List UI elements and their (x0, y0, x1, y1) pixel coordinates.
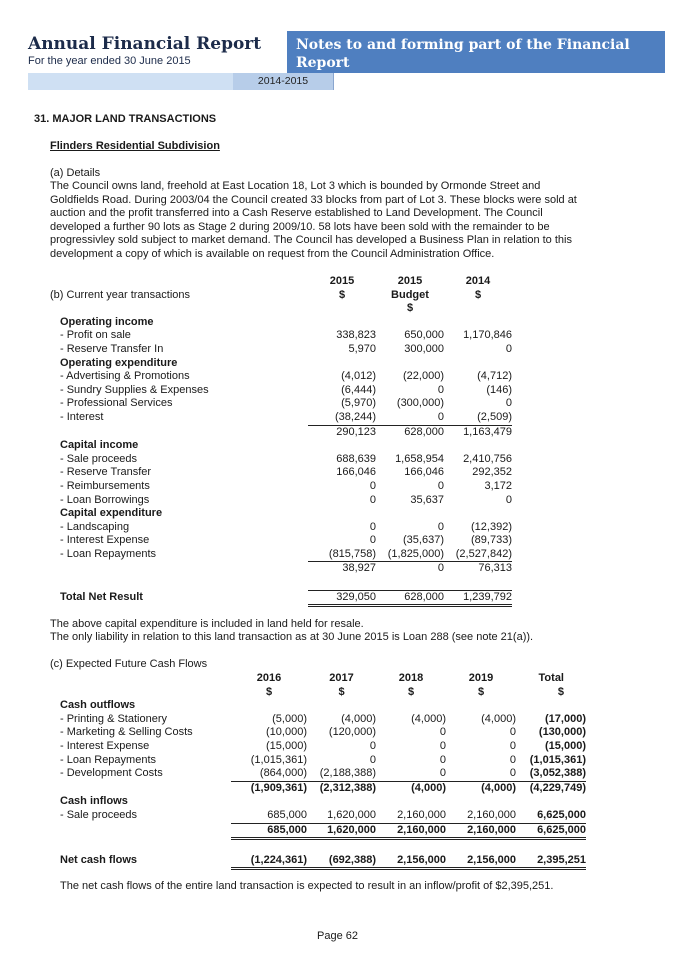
row-label: - Loan Borrowings (60, 493, 150, 506)
value-cell: 0 (505, 397, 512, 410)
column-header: 2018 (398, 672, 424, 684)
value-cell: (2,312,388) (319, 781, 376, 794)
table-row (60, 809, 586, 823)
value-cell (376, 576, 444, 590)
value-cell: (4,000) (481, 781, 516, 794)
row-label (50, 576, 308, 590)
table-row (60, 854, 586, 869)
value-cell: 166,046 (336, 466, 376, 479)
value-cell (231, 795, 307, 809)
column-header: $ (265, 685, 273, 698)
header-label-cell: (b) Current year transactions (50, 288, 190, 301)
value-cell: 300,000 (404, 342, 444, 355)
row-label: - Loan Repayments (60, 548, 156, 561)
row-label: Net cash flows (60, 854, 138, 867)
value-cell (307, 839, 376, 854)
value-cell: 0 (439, 753, 446, 766)
value-cell: 0 (446, 767, 516, 781)
row-label: - Development Costs (60, 767, 163, 780)
value-cell: 0 (369, 534, 376, 547)
table-row (50, 316, 512, 330)
future-cashflows-header (60, 672, 586, 699)
value-cell: 2,395,251 (516, 854, 586, 869)
value-cell: 0 (437, 383, 444, 396)
row-label: Operating expenditure (60, 356, 178, 369)
value-cell (446, 699, 516, 713)
value-cell: 688,639 (336, 452, 376, 465)
value-cell: 329,050 (308, 590, 376, 606)
value-cell: 0 (439, 726, 446, 739)
value-cell: 0 (369, 479, 376, 492)
value-cell: 3,172 (484, 479, 512, 492)
table-row (60, 795, 586, 809)
value-cell: (22,000) (403, 370, 444, 383)
row-label: - Professional Services (60, 397, 173, 410)
table-row (50, 494, 512, 508)
value-cell: (1,909,361) (250, 781, 307, 794)
page-number: Page 62 (317, 930, 358, 942)
value-cell: 628,000 (404, 425, 444, 438)
value-cell: (120,000) (328, 726, 376, 739)
value-cell (444, 357, 512, 371)
value-cell (444, 439, 512, 453)
row-label: - Interest (60, 411, 104, 424)
value-cell: (4,712) (477, 370, 512, 383)
header-label-cell (60, 672, 231, 686)
row-label: Capital income (60, 439, 139, 452)
table-row (60, 740, 586, 754)
future-cashflows-table (60, 672, 586, 870)
value-cell: 292,352 (472, 466, 512, 479)
table-row (50, 384, 512, 398)
value-cell: (5,000) (272, 712, 307, 725)
value-cell: 1,239,792 (444, 590, 512, 606)
report-subtitle: For the year ended 30 June 2015 (28, 55, 191, 67)
value-cell (446, 839, 516, 854)
value-cell: (15,000) (266, 739, 307, 752)
table-row (50, 548, 512, 562)
value-cell: 2,156,000 (446, 854, 516, 869)
value-cell: 1,620,000 (307, 809, 376, 823)
value-cell: 685,000 (231, 809, 307, 823)
capital-note: The above capital expenditure is included in land held for resale. (50, 618, 364, 630)
row-label: - Interest Expense (60, 739, 150, 752)
conclusion-text: The net cash flows of the entire land transaction is expected to result in an inflow/profit of $2,395,251. (60, 880, 554, 892)
column-header: $ (338, 685, 345, 698)
column-header: 2017 (329, 672, 354, 684)
value-cell (308, 357, 376, 371)
value-cell: (1,015,361) (250, 753, 307, 766)
column-header: Total (538, 672, 564, 684)
value-cell (308, 439, 376, 453)
header-row (60, 672, 586, 686)
value-cell (376, 839, 446, 854)
value-cell: 0 (509, 739, 516, 752)
value-cell: 338,823 (336, 329, 376, 342)
current-year-table (50, 275, 512, 607)
table-row (50, 439, 512, 453)
value-cell: 685,000 (231, 823, 307, 839)
row-label: - Landscaping (60, 520, 130, 533)
table-row (50, 466, 512, 480)
value-cell: (300,000) (396, 397, 444, 410)
value-cell: 2,156,000 (376, 854, 446, 869)
value-cell: (5,970) (341, 397, 376, 410)
future-cashflows-body (60, 699, 586, 869)
value-cell: 6,625,000 (516, 823, 586, 839)
value-cell: 1,170,846 (463, 329, 512, 342)
value-cell: (1,015,361) (529, 753, 586, 766)
row-label (50, 425, 308, 439)
value-cell: 1,658,954 (395, 452, 444, 465)
value-cell: 0 (437, 479, 444, 492)
row-label: - Profit on sale (60, 329, 131, 342)
table-row (50, 453, 512, 467)
value-cell (444, 576, 512, 590)
column-header: $ (477, 685, 485, 698)
value-cell: 0 (437, 562, 444, 575)
value-cell: 76,313 (478, 562, 512, 575)
value-cell: 2,410,756 (463, 452, 512, 465)
value-cell: (12,392) (471, 520, 512, 533)
value-cell (231, 699, 307, 713)
row-label: - Printing & Stationery (60, 712, 167, 725)
section-banner (287, 31, 665, 73)
row-label: - Reserve Transfer In (60, 342, 164, 355)
section-title: Notes to and forming part of the Financial Report (296, 37, 630, 71)
value-cell: 650,000 (404, 329, 444, 342)
table-row (50, 562, 512, 576)
column-header: 2015 (329, 275, 355, 287)
column-header: 2015 (397, 275, 423, 287)
value-cell: 0 (509, 753, 516, 766)
value-cell: (2,527,842) (444, 548, 512, 562)
value-cell (231, 839, 307, 854)
note-subheading: Flinders Residential Subdivision (50, 140, 220, 152)
row-label (60, 781, 231, 795)
row-label: - Marketing & Selling Costs (60, 726, 193, 739)
value-cell: 0 (376, 411, 444, 425)
column-header: $ (557, 685, 564, 698)
value-cell: 0 (505, 493, 512, 506)
value-cell: (35,637) (403, 534, 444, 547)
value-cell: (130,000) (538, 726, 586, 739)
table-row (50, 343, 512, 357)
value-cell (444, 316, 512, 330)
table-row (50, 425, 512, 439)
value-cell: (89,733) (471, 534, 512, 547)
note-heading: 31. MAJOR LAND TRANSACTIONS (34, 113, 217, 125)
header-row (60, 686, 586, 700)
table-row (50, 590, 512, 606)
value-cell (376, 316, 444, 330)
value-cell: (6,444) (341, 383, 376, 396)
value-cell: (4,000) (411, 781, 446, 794)
value-cell (376, 699, 446, 713)
table-row (60, 781, 586, 795)
value-cell: (4,000) (481, 712, 516, 725)
row-label: - Reimbursements (60, 479, 150, 492)
row-label: Capital expenditure (60, 507, 163, 520)
row-label: - Sundry Supplies & Expenses (60, 383, 209, 396)
table-row (50, 521, 512, 535)
value-cell: (2,509) (444, 411, 512, 425)
value-cell: 0 (369, 493, 376, 506)
column-header: Budget (391, 288, 429, 301)
value-cell: 0 (439, 739, 446, 752)
value-cell (446, 795, 516, 809)
value-cell: (4,012) (341, 370, 376, 383)
column-header: $ (407, 685, 415, 698)
table-row (60, 726, 586, 740)
value-cell (376, 357, 444, 371)
column-header: 2014 (465, 275, 491, 287)
value-cell (376, 439, 444, 453)
value-cell: (864,000) (231, 767, 307, 781)
value-cell: 290,123 (336, 425, 376, 438)
column-header: $ (474, 288, 482, 301)
table-row (50, 370, 512, 384)
header-row (50, 275, 512, 289)
row-label: - Sale proceeds (60, 452, 138, 465)
table-row (60, 754, 586, 768)
row-label: - Reserve Transfer (60, 466, 152, 479)
row-label: - Interest Expense (60, 534, 150, 547)
table-row (60, 823, 586, 839)
value-cell: 0 (369, 739, 376, 752)
current-year-header (50, 275, 512, 316)
value-cell: (38,244) (308, 411, 376, 425)
header-label-cell (50, 275, 308, 289)
value-cell: 2,160,000 (446, 823, 516, 839)
table-row (60, 713, 586, 727)
future-cashflows-label: (c) Expected Future Cash Flows (50, 658, 208, 670)
value-cell: 38,927 (342, 562, 376, 575)
table-row (60, 767, 586, 781)
value-cell: 0 (369, 520, 376, 533)
value-cell: (2,188,388) (307, 767, 376, 781)
table-row (50, 329, 512, 343)
column-header: 2016 (256, 672, 282, 684)
row-label: Total Net Result (60, 591, 143, 604)
table-row (50, 576, 512, 590)
value-cell (516, 839, 586, 854)
header-label-cell (60, 686, 231, 700)
value-cell: (815,758) (308, 548, 376, 562)
column-header: $ (406, 302, 414, 315)
column-header (444, 302, 512, 316)
table-row (50, 507, 512, 521)
value-cell: 35,637 (410, 493, 444, 506)
row-label (50, 562, 308, 576)
header-row (50, 302, 512, 316)
header-row (50, 289, 512, 303)
table-row (50, 534, 512, 548)
value-cell: 1,620,000 (307, 823, 376, 839)
details-label: (a) Details (50, 167, 101, 179)
value-cell: (17,000) (545, 712, 586, 725)
value-cell: 0 (437, 520, 444, 533)
row-label: Cash inflows (60, 795, 128, 808)
table-row (60, 839, 586, 854)
value-cell: (1,825,000) (376, 548, 444, 562)
header-label-cell (50, 302, 308, 316)
value-cell: 0 (505, 342, 512, 355)
value-cell: 2,160,000 (376, 823, 446, 839)
value-cell: (146) (486, 383, 512, 396)
value-cell: (1,224,361) (231, 854, 307, 869)
value-cell (376, 795, 446, 809)
value-cell: 2,160,000 (376, 809, 446, 823)
value-cell: 1,163,479 (463, 425, 512, 438)
row-label: - Loan Repayments (60, 753, 156, 766)
liability-note: The only liability in relation to this land transaction as at 30 June 2015 is Loan 288 (see note 21(a)). (50, 631, 534, 643)
value-cell (516, 795, 586, 809)
value-cell: 6,625,000 (516, 809, 586, 823)
value-cell: (10,000) (266, 726, 307, 739)
value-cell: (4,229,749) (529, 781, 586, 794)
value-cell (308, 576, 376, 590)
value-cell (444, 507, 512, 521)
value-cell: 0 (376, 767, 446, 781)
row-label: Cash outflows (60, 699, 136, 712)
row-label: - Sale proceeds (60, 809, 138, 822)
row-label (60, 823, 231, 839)
value-cell: (3,052,388) (516, 767, 586, 781)
table-row (60, 699, 586, 713)
value-cell: (4,000) (411, 712, 446, 725)
row-label: Operating income (60, 315, 154, 328)
current-year-body (50, 316, 512, 606)
value-cell (307, 795, 376, 809)
value-cell (308, 507, 376, 521)
report-header (28, 34, 286, 72)
column-header: $ (338, 288, 346, 301)
row-label: - Advertising & Promotions (60, 370, 190, 383)
value-cell (376, 507, 444, 521)
value-cell: 0 (509, 726, 516, 739)
value-cell: (4,000) (341, 712, 376, 725)
value-cell: 0 (369, 753, 376, 766)
value-cell: 628,000 (376, 590, 444, 606)
report-title: Annual Financial Report (28, 34, 262, 54)
table-row (50, 480, 512, 494)
table-row (50, 411, 512, 425)
table-row (50, 397, 512, 411)
value-cell: 5,970 (348, 342, 376, 355)
value-cell: (692,388) (307, 854, 376, 869)
column-header (308, 302, 376, 316)
value-cell (308, 316, 376, 330)
report-year: 2014-2015 (233, 73, 334, 90)
value-cell: (15,000) (545, 739, 586, 752)
value-cell (516, 699, 586, 713)
row-label (60, 839, 231, 854)
details-text: The Council owns land, freehold at East Location 18, Lot 3 which is bounded by Ormonde Street and Goldfields Road. During 2003/04 the Council created 33 blocks from part of Lot 3. These blocks were sold at auction and the profit transferred into a Cash Reserve established to Land Development. The Council developed a further 90 lots as Stage 2 during 2009/10. 58 lots have been sold with the remainder to be progressivley sold subject to market demand. The Council has developed a Business Plan in relation to this development a copy of which is available on request from the Council Administration Office. (50, 180, 577, 260)
column-header: 2019 (468, 672, 494, 684)
value-cell: 2,160,000 (446, 809, 516, 823)
value-cell: 166,046 (404, 466, 444, 479)
table-row (50, 357, 512, 371)
value-cell (307, 699, 376, 713)
